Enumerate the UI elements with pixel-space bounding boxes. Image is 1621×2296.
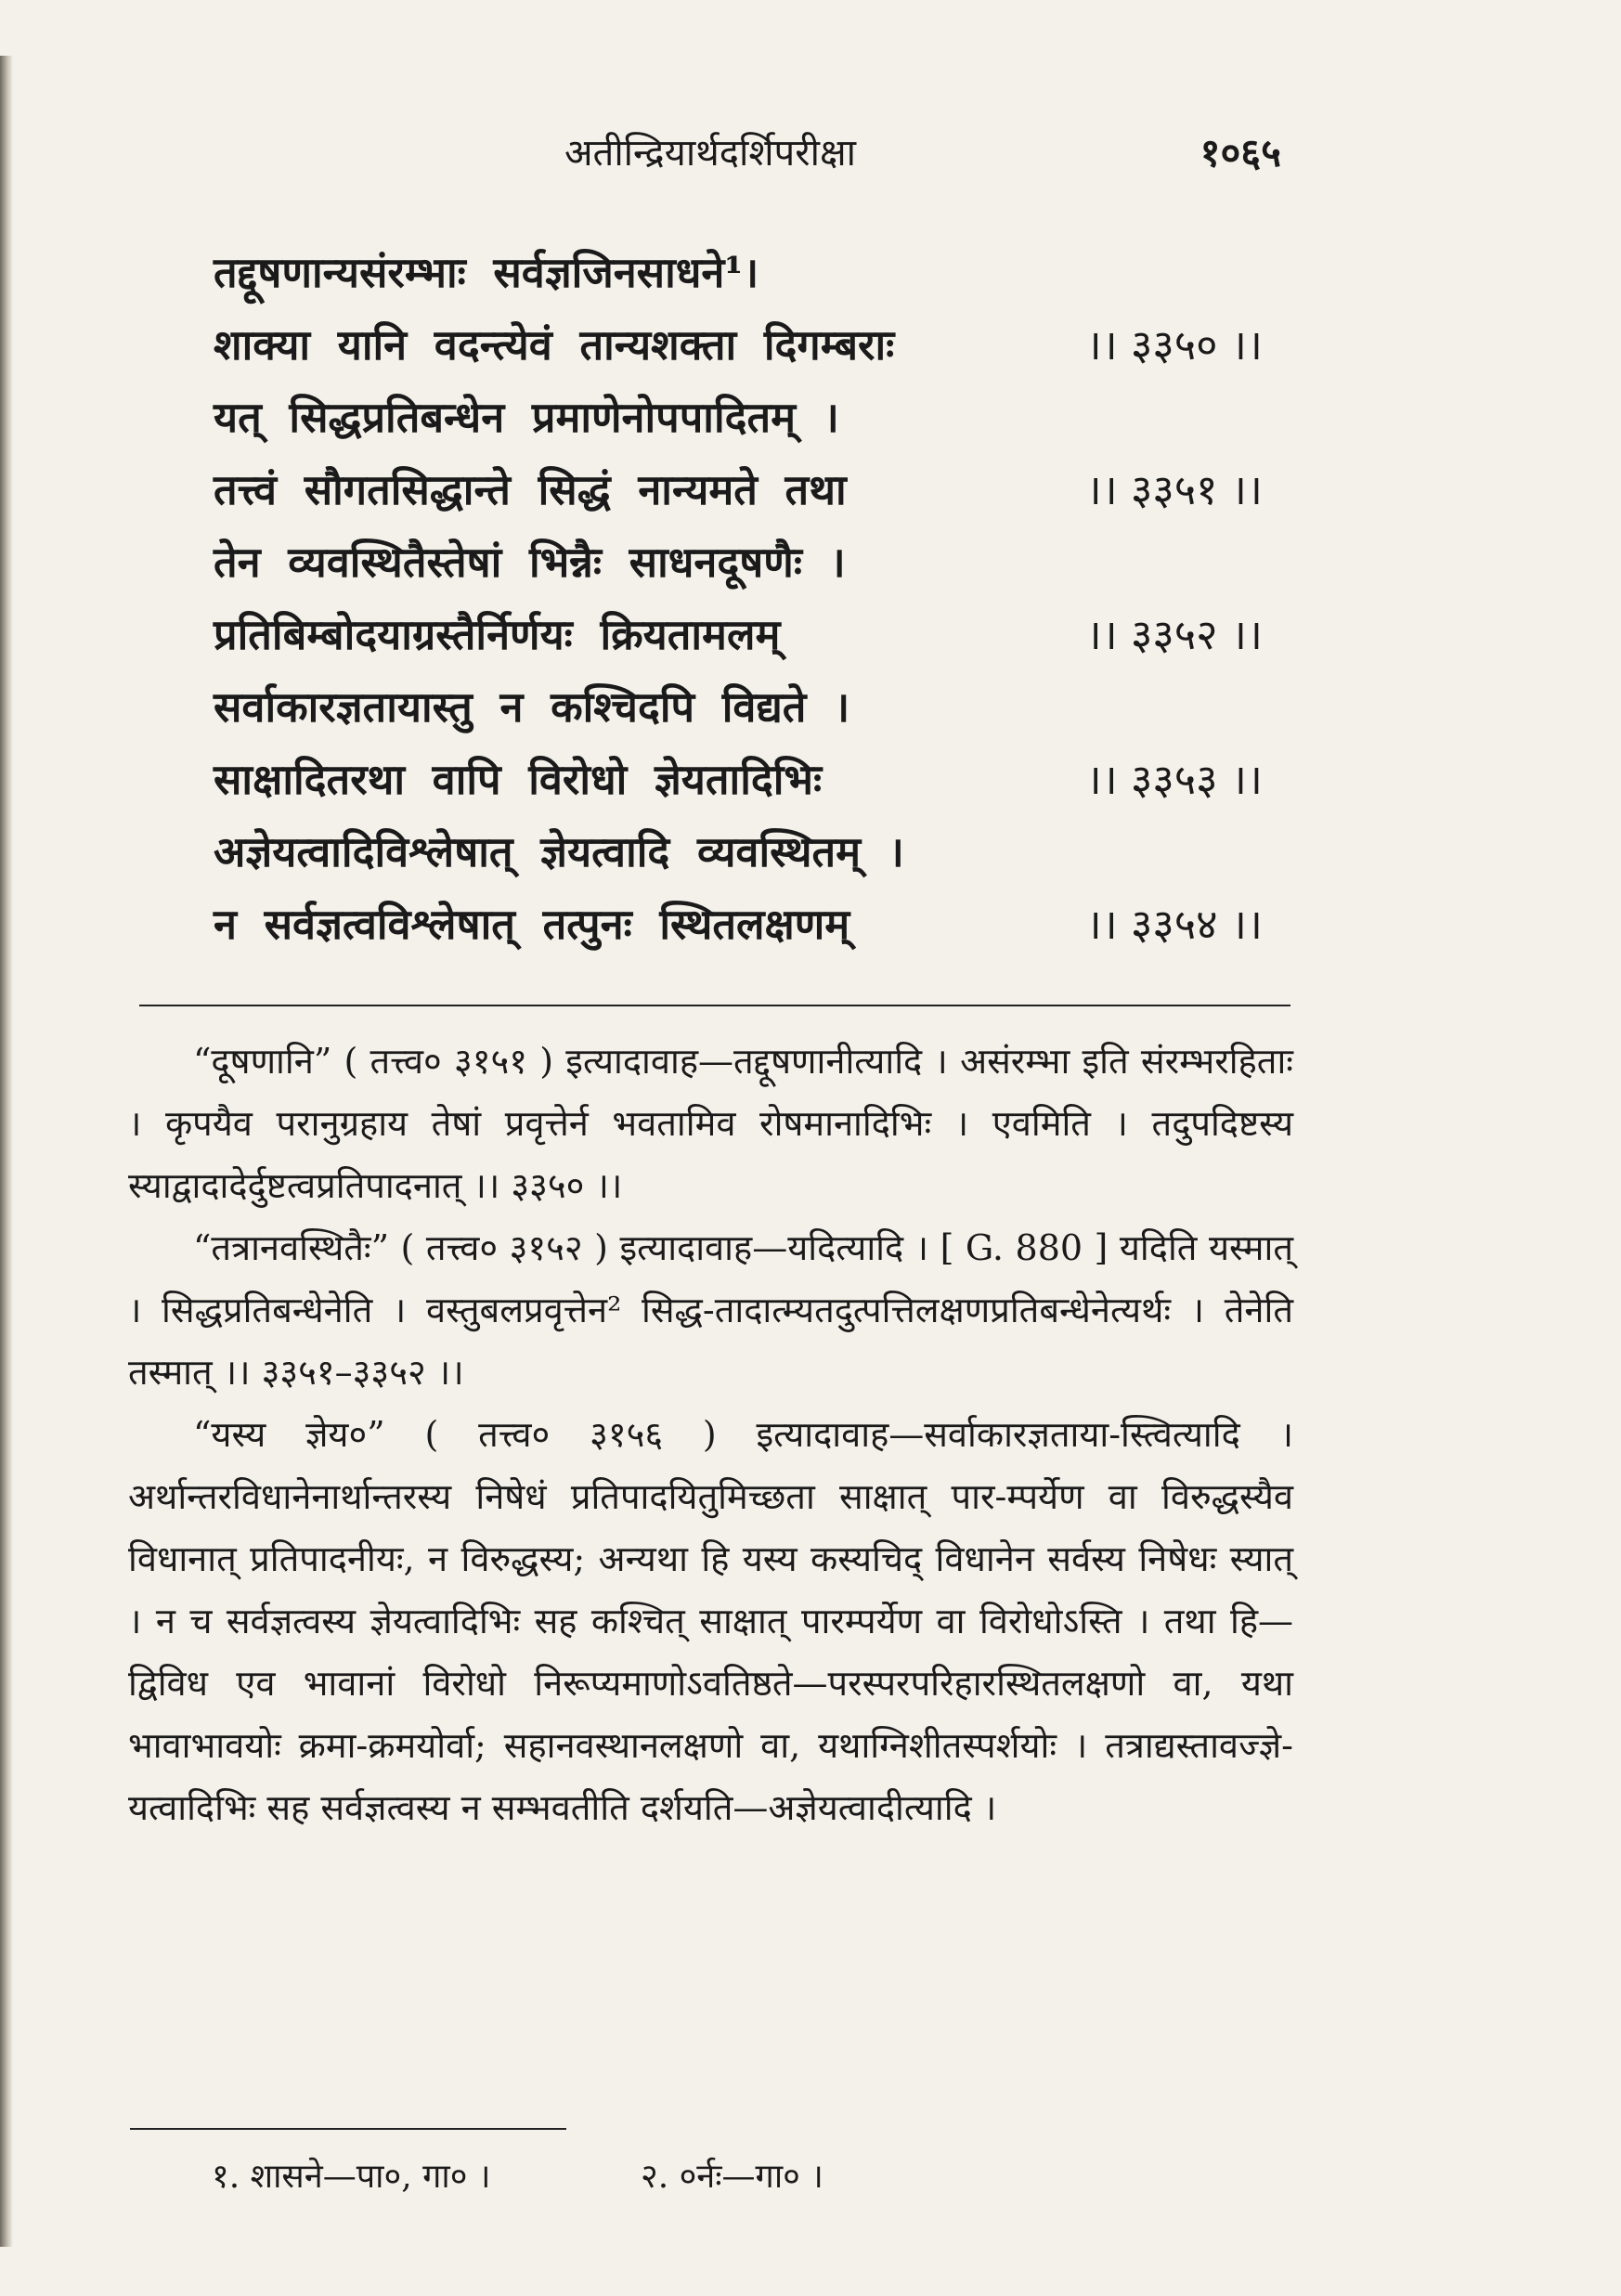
footnotes — [212, 2152, 963, 2198]
verse-line — [214, 823, 1263, 895]
verse-line — [214, 533, 1263, 605]
commentary-paragraph: “तत्रानवस्थितैः” ( तत्त्व० ३१५२ ) इत्यादावाह—यदित्यादि । [ G. 880 ] यदिति यस्मात् । सिद्धप्रतिबन्धेनेति । वस्तुबलप्रवृत्तेन² सिद्ध-तादात्म्यतदुत्पत्तिलक्षणप्रतिबन्धेनेत्यर्थः । तेनेति तस्मात् ।। ३३५१–३३५२ ।। — [128, 1227, 1293, 1393]
verse-text: तद्दूषणान्यसंरम्भाः सर्वज्ञजिनसाधने¹। — [214, 248, 759, 297]
verse-line — [214, 895, 1263, 967]
verse-text: अज्ञेयत्वादिविश्लेषात् ज्ञेयत्वादि व्यवस्थितम् । — [214, 827, 904, 876]
footnote: २. ०र्नः—गा० । — [640, 2158, 823, 2196]
verse-line — [214, 243, 1263, 316]
verse-number: ।। ३३५० ।। — [1085, 320, 1263, 370]
verse-text: तेन व्यवस्थितैस्तेषां भिन्नैः साधनदूषणैः । — [214, 538, 846, 587]
verse-text: न सर्वज्ञत्वविश्लेषात् तत्पुनः स्थितलक्षणम् — [214, 900, 850, 949]
page-number: १०६५ — [1200, 130, 1281, 175]
verse-line — [214, 316, 1263, 388]
footnote-divider — [130, 2128, 566, 2130]
binding-shadow — [0, 56, 13, 2247]
section-divider — [139, 1005, 1290, 1006]
verse-text: यत् सिद्धप्रतिबन्धेन प्रमाणेनोपपादितम् । — [214, 393, 839, 442]
verse-line — [214, 605, 1263, 678]
verse-text: तत्त्वं सौगतसिद्धान्ते सिद्धं नान्यमते तथा — [214, 465, 847, 514]
verse-number: ।। ३३५४ ।। — [1085, 900, 1263, 949]
running-title: अतीन्द्रियार्थदर्शिपरीक्षा — [564, 132, 857, 175]
verse-text: शाक्या यानि वदन्त्येवं तान्यशक्ता दिगम्बराः — [214, 320, 895, 370]
verse-text: सर्वाकारज्ञतायास्तु न कश्चिदपि विद्यते । — [214, 682, 850, 732]
commentary-paragraph: “यस्य ज्ञेय०” ( तत्त्व० ३१५६ ) इत्यादावाह—सर्वाकारज्ञताया-स्त्वित्यादि । अर्थान्तरविधानेनार्थान्तरस्य निषेधं प्रतिपादयितुमिच्छता साक्षात् पार-म्पर्येण वा विरुद्धस्यैव विधानात् प्रतिपादनीयः, न विरुद्धस्य; अन्यथा हि यस्य कस्यचिद् विधानेन सर्वस्य निषेधः स्यात् । न च सर्वज्ञत्वस्य ज्ञेयत्वादिभिः सह कश्चित् साक्षात् पारम्पर्येण वा विरोधोऽस्ति । तथा हि—द्विविध एव भावानां विरोधो निरूप्यमाणोऽवतिष्ठते—परस्परपरिहारस्थितलक्षणो वा, यथा भावाभावयोः क्रमा-क्रमयोर्वा; सहानवस्थानलक्षणो वा, यथाग्निशीतस्पर्शयोः । तत्राद्यस्तावज्ज्ञे-यत्वादिभिः सह सर्वज्ञत्वस्य न सम्भवतीति दर्शयति—अज्ञेयत्वादीत्यादि । — [128, 1414, 1293, 1828]
verse-line — [214, 388, 1263, 460]
commentary-paragraph: “दूषणानि” ( तत्त्व० ३१५१ ) इत्यादावाह—तद्दूषणानीत्यादि । असंरम्भा इति संरम्भरहिताः । कृपयैव परानुग्रहाय तेषां प्रवृत्तेर्न भवतामिव रोषमानादिभिः । एवमिति । तदुपदिष्टस्य स्याद्वादादेर्दुष्टत्वप्रतिपादनात् ।। ३३५० ।। — [128, 1041, 1293, 1206]
verse-block — [214, 243, 1263, 967]
verse-line — [214, 678, 1263, 750]
verse-number: ।। ३३५१ ।। — [1085, 465, 1263, 514]
verse-line — [214, 460, 1263, 533]
verse-text: प्रतिबिम्बोदयाग्रस्तैर्निर्णयः क्रियतामलम् — [214, 610, 781, 659]
verse-number: ।। ३३५२ ।। — [1085, 610, 1263, 659]
verse-text: साक्षादितरथा वापि विरोधो ज्ञेयतादिभिः — [214, 755, 823, 804]
footnote: १. शासने—पा०, गा० । — [212, 2158, 491, 2196]
commentary-block — [128, 1031, 1293, 1839]
page-header — [139, 125, 1281, 181]
verse-number: ।। ३३५३ ।। — [1085, 755, 1263, 804]
verse-line — [214, 750, 1263, 823]
